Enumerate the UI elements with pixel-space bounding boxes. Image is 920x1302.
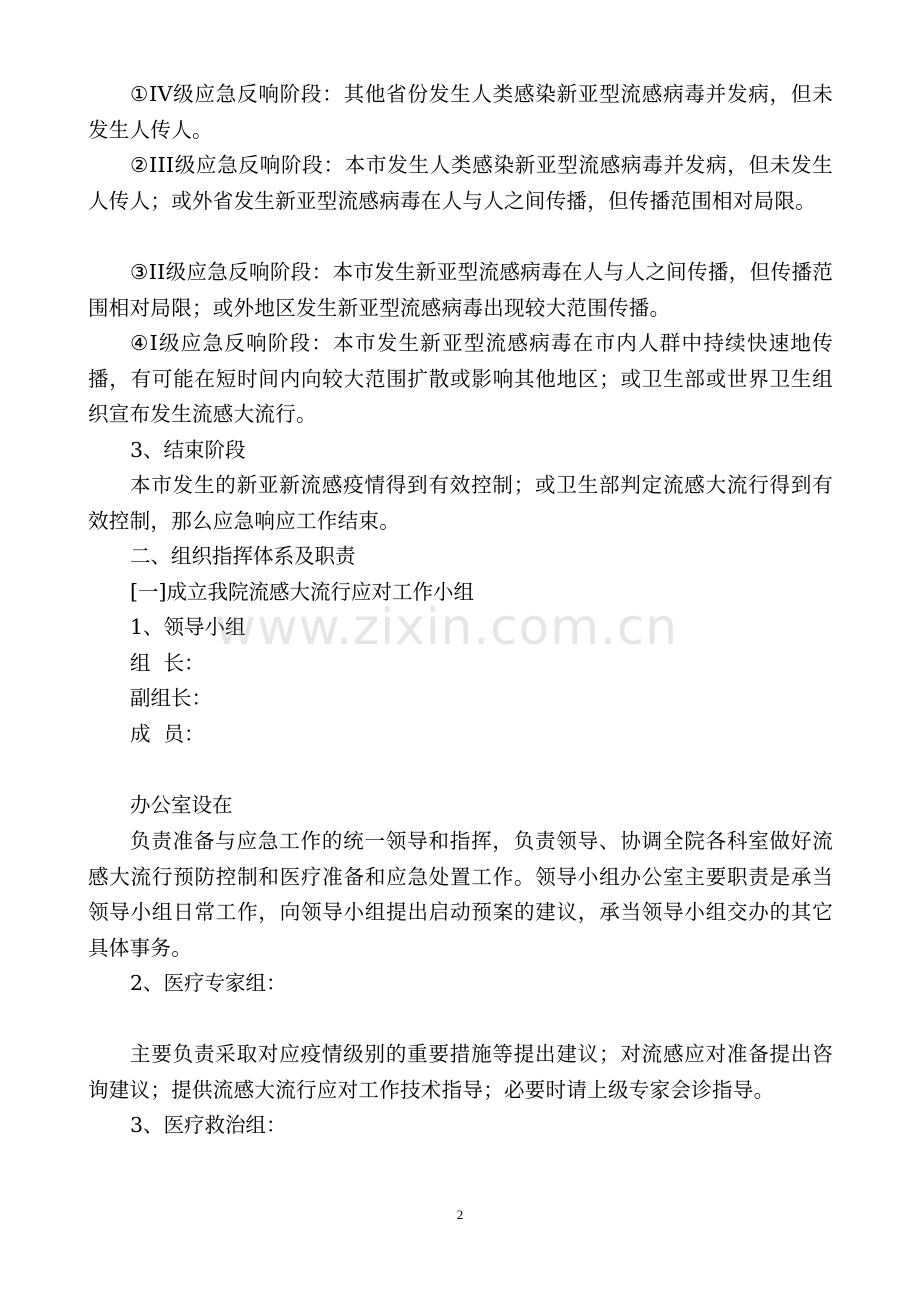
leader-label: 组 长：: [130, 651, 205, 675]
heading-treatment-group: 3、医疗救治组：: [130, 1113, 287, 1137]
office-location: 办公室设在: [130, 793, 233, 817]
paragraph-level-ii: ③II级应急反响阶段：本市发生新亚型流感病毒在人与人之间传播，但传播范围相对局限；或外地区发生新亚型流感病毒出现较大范围传播。: [88, 260, 833, 320]
watermark: www.zixin.com.cn: [215, 598, 679, 656]
paragraph-end-stage: 本市发生的新亚新流感疫情得到有效控制；或卫生部判定流感大流行得到有效控制，那么应急响应工作结束。: [88, 473, 833, 533]
members-label: 成 员：: [130, 722, 205, 746]
heading-expert-group: 2、医疗专家组：: [130, 971, 287, 995]
heading-end-stage: 3、结束阶段: [130, 438, 246, 462]
deputy-leader-label: 副组长：: [130, 686, 212, 710]
paragraph-level-i: ④I级应急反响阶段：本市发生新亚型流感病毒在市内人群中持续快速地传播，有可能在短时间内向较大范围扩散或影响其他地区；或卫生部或世界卫生组织宣布发生流感大流行。: [88, 331, 833, 426]
paragraph-level-iv: ①IV级应急反响阶段：其他省份发生人类感染新亚型流感病毒并发病，但未发生人传人。: [88, 82, 833, 142]
heading-working-group: [一]成立我院流感大流行应对工作小组: [130, 580, 474, 604]
paragraph-level-iii: ②III级应急反响阶段：本市发生人类感染新亚型流感病毒并发病，但未发生人传人；或外省发生新亚型流感病毒在人与人之间传播，但传播范围相对局限。: [88, 153, 833, 213]
paragraph-leadership-duties: 负责准备与应急工作的统一领导和指挥，负责领导、协调全院各科室做好流感大流行预防控制和医疗准备和应急处置工作。领导小组办公室主要职责是承当领导小组日常工作，向领导小组提出启动预案的建议，承当领导小组交办的其它具体事务。: [88, 829, 833, 960]
heading-organization: 二、组织指挥体系及职责: [130, 544, 356, 568]
heading-leadership-group: 1、领导小组: [130, 615, 246, 639]
paragraph-expert-duties: 主要负责采取对应疫情级别的重要措施等提出建议；对流感应对准备提出咨询建议；提供流感大流行应对工作技术指导；必要时请上级专家会诊指导。: [88, 1042, 833, 1102]
page-number: 2: [456, 1207, 464, 1222]
